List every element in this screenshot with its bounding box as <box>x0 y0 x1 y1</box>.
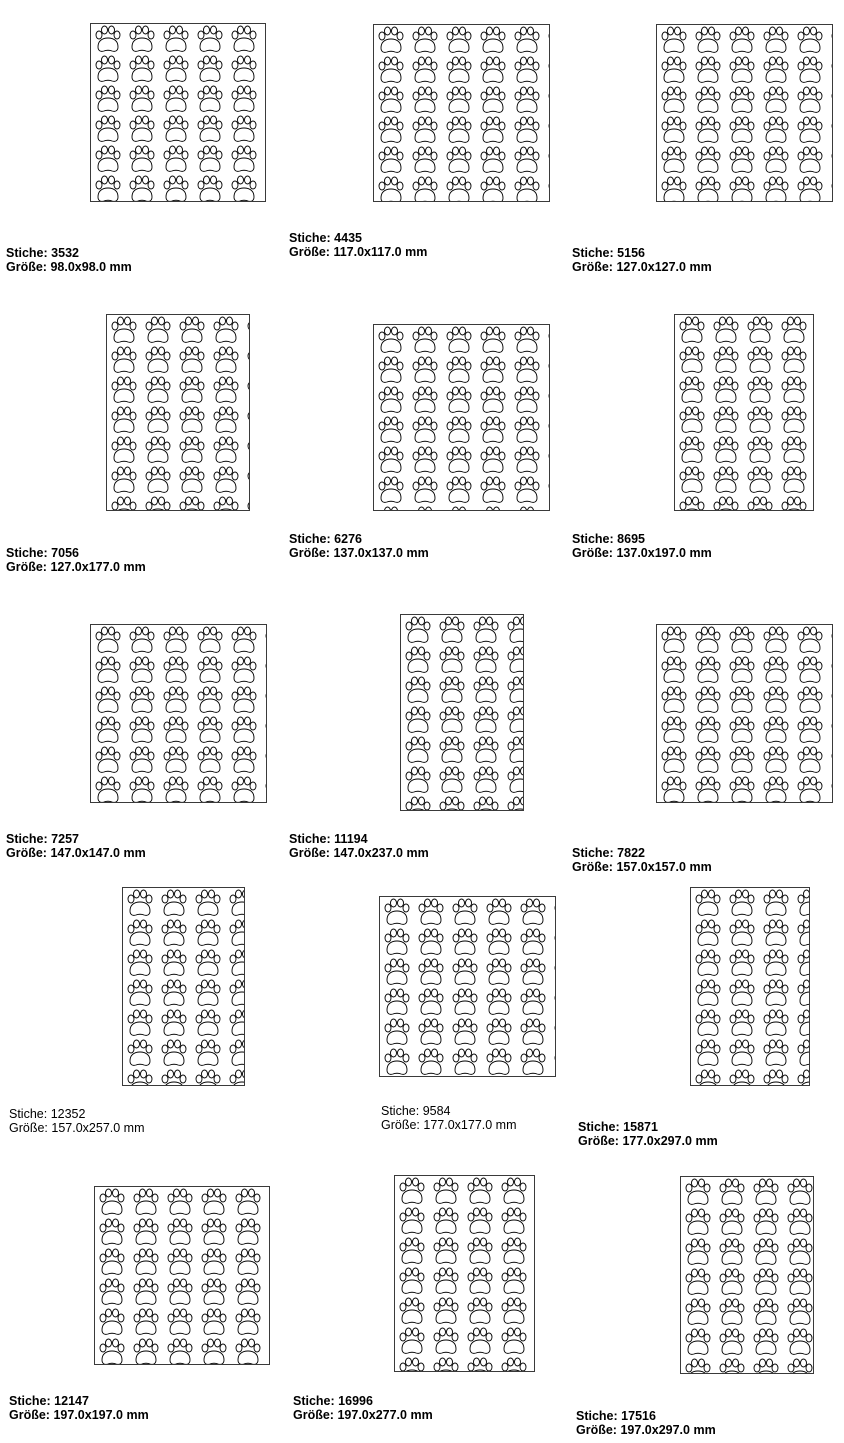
design-caption-11 <box>381 1104 517 1132</box>
size-label: Größe: <box>572 860 613 874</box>
size-value: 177.0x177.0 mm <box>423 1118 517 1132</box>
stitches-label: Stiche: <box>576 1409 618 1423</box>
paw-print-pattern-icon <box>401 615 523 810</box>
stitches-value: 9584 <box>422 1104 451 1118</box>
design-preview-9 <box>656 624 833 803</box>
design-preview-4 <box>106 314 250 511</box>
design-caption-15 <box>576 1409 716 1437</box>
design-preview-1 <box>90 23 266 202</box>
design-preview-10 <box>122 887 245 1086</box>
size-value: 147.0x147.0 mm <box>50 846 146 860</box>
design-caption-2 <box>289 231 427 259</box>
paw-print-pattern-icon <box>675 315 813 510</box>
paw-print-pattern-icon <box>374 25 549 201</box>
paw-print-pattern-icon <box>91 625 266 802</box>
stitches-label: Stiche: <box>293 1394 335 1408</box>
size-value: 197.0x197.0 mm <box>53 1408 149 1422</box>
size-label: Größe: <box>9 1408 50 1422</box>
stitches-value: 3532 <box>51 246 79 260</box>
size-value: 147.0x237.0 mm <box>333 846 429 860</box>
size-label: Größe: <box>572 546 613 560</box>
design-preview-8 <box>400 614 524 811</box>
stitches-value: 4435 <box>334 231 362 245</box>
size-label: Größe: <box>289 245 330 259</box>
stitches-label: Stiche: <box>6 246 48 260</box>
stitches-label: Stiche: <box>572 846 614 860</box>
stitches-label: Stiche: <box>6 546 48 560</box>
paw-print-pattern-icon <box>395 1176 534 1371</box>
paw-print-pattern-icon <box>374 325 549 510</box>
size-label: Größe: <box>578 1134 619 1148</box>
size-label: Größe: <box>6 560 47 574</box>
size-label: Größe: <box>289 846 330 860</box>
design-caption-14 <box>293 1394 433 1422</box>
paw-print-pattern-icon <box>91 24 265 201</box>
paw-print-pattern-icon <box>657 625 832 802</box>
design-preview-12 <box>690 887 810 1086</box>
stitches-value: 6276 <box>334 532 362 546</box>
design-caption-1 <box>6 246 132 274</box>
design-preview-2 <box>373 24 550 202</box>
design-preview-13 <box>94 1186 270 1365</box>
stitches-label: Stiche: <box>572 246 614 260</box>
design-caption-10 <box>9 1107 145 1135</box>
size-label: Größe: <box>572 260 613 274</box>
stitches-label: Stiche: <box>381 1104 420 1118</box>
size-value: 197.0x297.0 mm <box>620 1423 716 1437</box>
stitches-value: 11194 <box>334 832 368 846</box>
paw-print-pattern-icon <box>380 897 555 1076</box>
stitches-label: Stiche: <box>6 832 48 846</box>
stitches-label: Stiche: <box>9 1394 51 1408</box>
size-label: Größe: <box>289 546 330 560</box>
stitches-value: 5156 <box>617 246 645 260</box>
design-preview-3 <box>656 24 833 202</box>
design-caption-5 <box>289 532 429 560</box>
paw-print-pattern-icon <box>691 888 809 1085</box>
stitches-value: 12147 <box>54 1394 89 1408</box>
size-value: 157.0x257.0 mm <box>51 1121 145 1135</box>
size-label: Größe: <box>6 846 47 860</box>
size-value: 197.0x277.0 mm <box>337 1408 433 1422</box>
size-value: 137.0x197.0 mm <box>616 546 712 560</box>
stitches-value: 16996 <box>338 1394 373 1408</box>
stitches-value: 17516 <box>621 1409 656 1423</box>
stitches-value: 12352 <box>50 1107 86 1121</box>
stitches-label: Stiche: <box>289 231 331 245</box>
paw-print-pattern-icon <box>681 1177 813 1373</box>
design-caption-12 <box>578 1120 718 1148</box>
design-caption-9 <box>572 846 712 874</box>
size-value: 98.0x98.0 mm <box>50 260 132 274</box>
design-preview-15 <box>680 1176 814 1374</box>
design-preview-7 <box>90 624 267 803</box>
design-caption-8 <box>289 832 429 860</box>
design-caption-7 <box>6 832 146 860</box>
design-caption-4 <box>6 546 146 574</box>
size-value: 177.0x297.0 mm <box>622 1134 718 1148</box>
size-label: Größe: <box>293 1408 334 1422</box>
design-preview-5 <box>373 324 550 511</box>
stitches-label: Stiche: <box>289 532 331 546</box>
size-label: Größe: <box>9 1121 48 1135</box>
paw-print-pattern-icon <box>123 888 244 1085</box>
stitches-label: Stiche: <box>578 1120 620 1134</box>
size-label: Größe: <box>6 260 47 274</box>
stitches-label: Stiche: <box>289 832 331 846</box>
size-value: 157.0x157.0 mm <box>616 860 712 874</box>
size-value: 117.0x117.0 mm <box>333 245 428 259</box>
stitches-label: Stiche: <box>572 532 614 546</box>
design-caption-13 <box>9 1394 149 1422</box>
design-caption-3 <box>572 246 712 274</box>
design-caption-6 <box>572 532 712 560</box>
design-preview-6 <box>674 314 814 511</box>
stitches-value: 7822 <box>617 846 645 860</box>
design-preview-14 <box>394 1175 535 1372</box>
paw-print-pattern-icon <box>657 25 832 201</box>
paw-print-pattern-icon <box>95 1187 269 1364</box>
size-value: 137.0x137.0 mm <box>333 546 429 560</box>
stitches-label: Stiche: <box>9 1107 48 1121</box>
paw-print-pattern-icon <box>107 315 249 510</box>
size-value: 127.0x127.0 mm <box>616 260 712 274</box>
size-label: Größe: <box>576 1423 617 1437</box>
size-value: 127.0x177.0 mm <box>50 560 146 574</box>
design-preview-11 <box>379 896 556 1077</box>
stitches-value: 15871 <box>623 1120 658 1134</box>
stitches-value: 7056 <box>51 546 79 560</box>
size-label: Größe: <box>381 1118 420 1132</box>
stitches-value: 7257 <box>51 832 79 846</box>
stitches-value: 8695 <box>617 532 645 546</box>
